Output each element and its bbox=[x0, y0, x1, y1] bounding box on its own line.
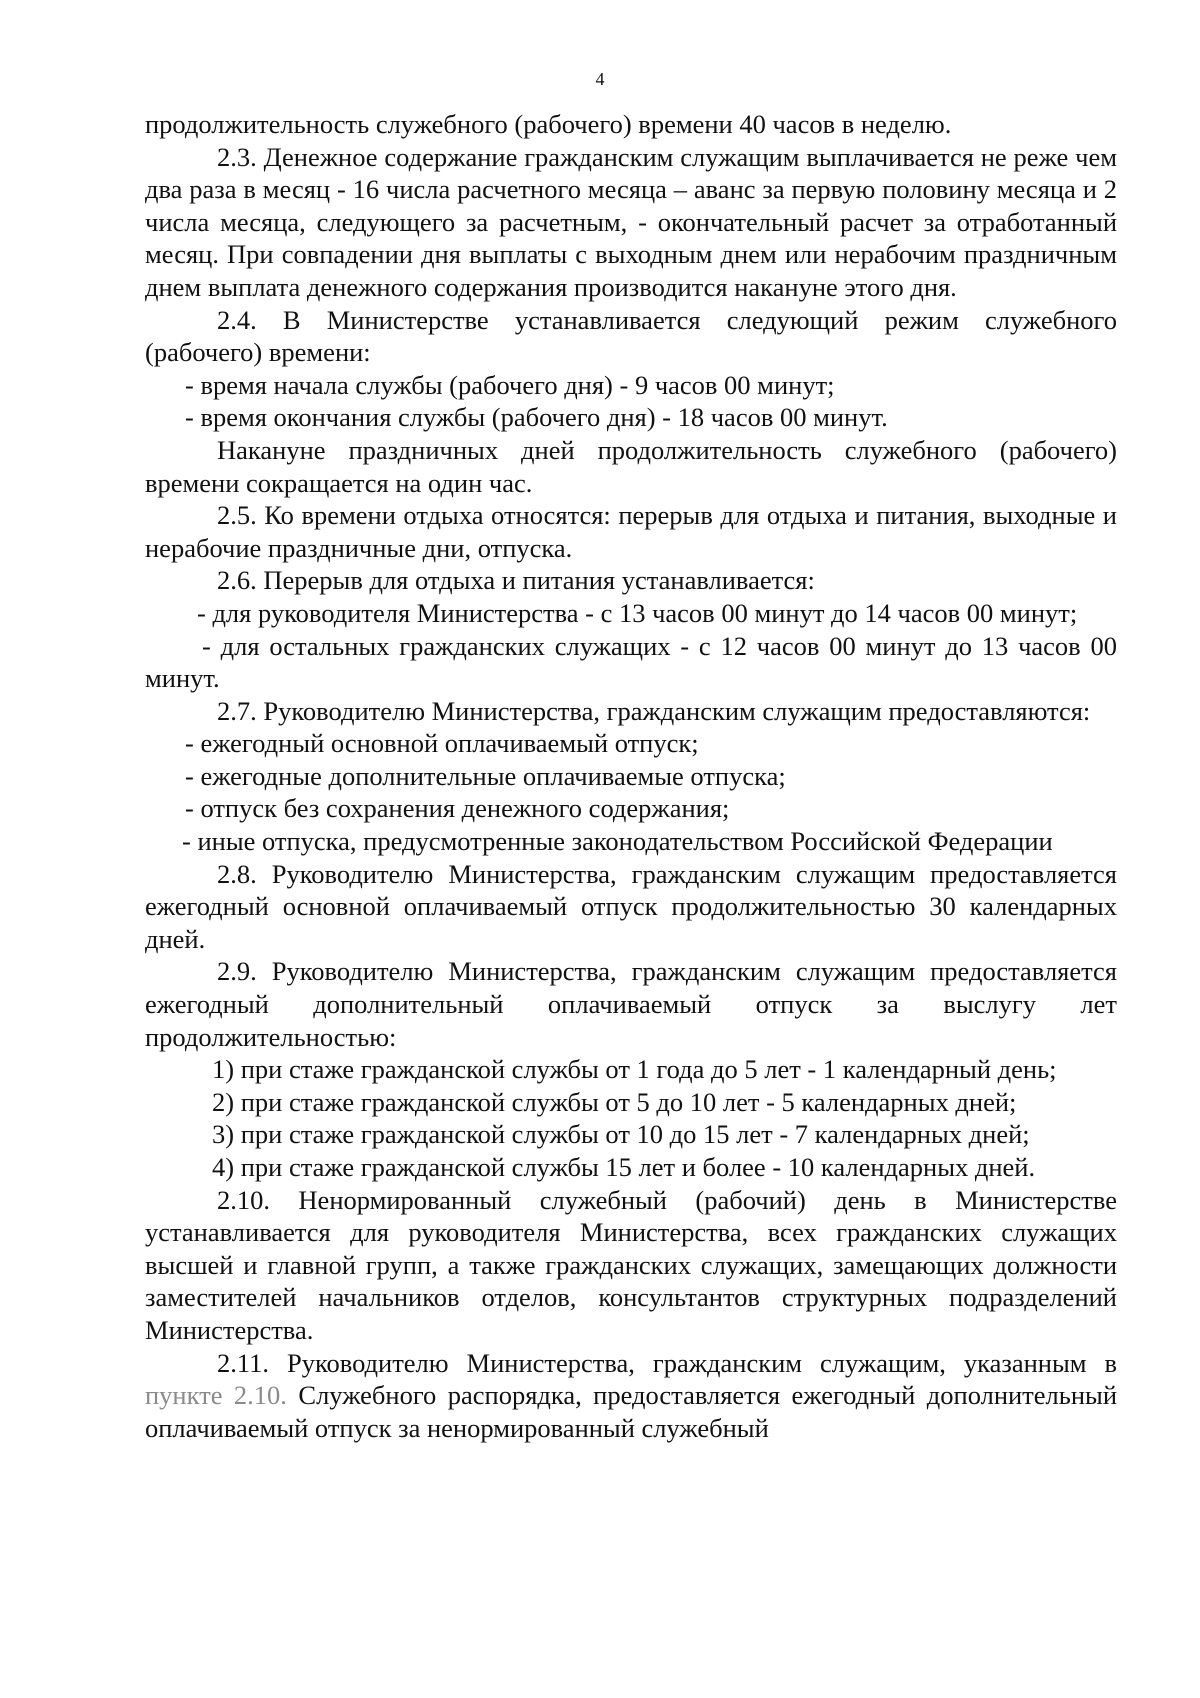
paragraph-2-5: 2.5. Ко времени отдыха относятся: перерыв для отдыха и питания, выходные и нерабочие праздничные дни, отпуска. bbox=[145, 500, 1117, 563]
list-item-work-start: - время начала службы (рабочего дня) - 9 часов 00 минут; bbox=[185, 369, 835, 400]
paragraph-2-6: 2.6. Перерыв для отдыха и питания устанавливается: bbox=[217, 565, 815, 596]
list-item-break-head: - для руководителя Министерства - с 13 часов 00 минут до 14 часов 00 минут; bbox=[197, 597, 1078, 628]
paragraph-2-8: 2.8. Руководителю Министерства, гражданским служащим предоставляется ежегодный основной оплачиваемый отпуск продолжительностью 30 календарных дней. bbox=[145, 858, 1117, 954]
list-item-additional-leave: - ежегодные дополнительные оплачиваемые отпуска; bbox=[185, 760, 786, 791]
list-item-seniority-2: 2) при стаже гражданской службы от 5 до 10 лет - 5 календарных дней; bbox=[212, 1086, 1017, 1117]
paragraph-2-11-end: Служебного распорядка, предоставляется ежегодный дополнительный оплачиваемый отпуск за ненормированный служебный bbox=[145, 1380, 1117, 1443]
list-item-work-end: - время окончания службы (рабочего дня) - 18 часов 00 минут. bbox=[185, 402, 888, 433]
list-item-break-others: - для остальных гражданских служащих - с 12 часов 00 минут до 13 часов 00 минут. bbox=[145, 630, 1117, 694]
paragraph-continuation: продолжительность служебного (рабочего) времени 40 часов в неделю. bbox=[145, 109, 952, 139]
list-item-other-leave: - иные отпуска, предусмотренные законодательством Российской Федерации bbox=[182, 826, 1053, 857]
list-item-seniority-4: 4) при стаже гражданской службы 15 лет и более - 10 календарных дней. bbox=[212, 1152, 1036, 1182]
list-item-seniority-1: 1) при стаже гражданской службы от 1 года до 5 лет - 1 календарный день; bbox=[212, 1054, 1057, 1085]
list-item-annual-leave: - ежегодный основной оплачиваемый отпуск; bbox=[185, 728, 699, 759]
paragraph-2-9: 2.9. Руководителю Министерства, гражданским служащим предоставляется ежегодный дополнительный оплачиваемый отпуск за выслугу лет продолжительностью: bbox=[145, 956, 1117, 1052]
faint-reference: пункте 2.10. bbox=[145, 1380, 287, 1411]
document-body bbox=[145, 108, 1117, 1444]
paragraph-holiday-eve: Накануне праздничных дней продолжительность служебного (рабочего) времени сокращается на один час. bbox=[145, 434, 1117, 498]
page-number: 4 bbox=[595, 69, 605, 89]
paragraph-2-7: 2.7. Руководителю Министерства, гражданским служащим предоставляются: bbox=[217, 695, 1091, 726]
paragraph-2-3: 2.3. Денежное содержание гражданским служащим выплачивается не реже чем два раза в месяц - 16 числа расчетного месяца – аванс за первую половину месяца и 2 числа месяца, следующего за расчетным, - окончательный расчет за отработанный месяц. При совпадении дня выплаты с выходным днем или нерабочим праздничным днем выплата денежного содержания производится накануне этого дня. bbox=[145, 141, 1117, 302]
list-item-unpaid-leave: - отпуск без сохранения денежного содержания; bbox=[185, 793, 730, 824]
paragraph-2-11 bbox=[145, 1347, 1117, 1445]
paragraph-2-10: 2.10. Ненормированный служебный (рабочий) день в Министерстве устанавливается для руководителя Министерства, всех гражданских служащих высшей и главной групп, а также гражданских служащих, замещающих должности заместителей начальников отделов, консультантов структурных подразделений Министерства. bbox=[145, 1184, 1117, 1345]
paragraph-2-4: 2.4. В Министерстве устанавливается следующий режим служебного (рабочего) времени: bbox=[145, 304, 1117, 368]
list-item-seniority-3: 3) при стаже гражданской службы от 10 до 15 лет - 7 календарных дней; bbox=[212, 1119, 1030, 1150]
paragraph-2-11-start: 2.11. Руководителю Министерства, гражданским служащим, указанным в bbox=[217, 1347, 1117, 1378]
